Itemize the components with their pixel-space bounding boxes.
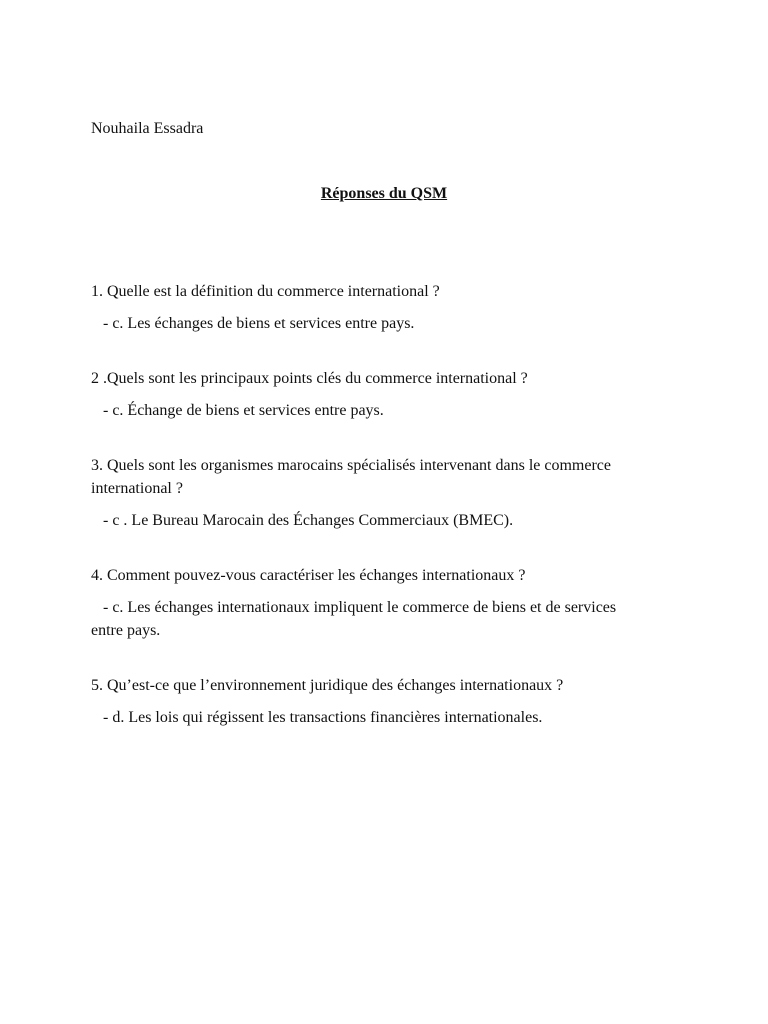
qa-item — [91, 454, 651, 532]
answer-text: - c. Les échanges de biens et services entre pays. — [103, 315, 415, 332]
question-text: 1. Quelle est la définition du commerce international ? — [91, 283, 440, 300]
answer-text: - d. Les lois qui régissent les transactions financières internationales. — [103, 709, 543, 726]
qa-list — [91, 280, 651, 761]
qa-item — [91, 564, 651, 642]
question-text: 5. Qu’est-ce que l’environnement juridique des échanges internationaux ? — [91, 677, 564, 694]
answer-text: - c. Les échanges internationaux impliquent le commerce de biens et de services entre pays. — [91, 599, 617, 639]
question-text: 4. Comment pouvez-vous caractériser les échanges internationaux ? — [91, 567, 526, 584]
qa-item — [91, 280, 651, 335]
qa-item — [91, 367, 651, 422]
question-text: 3. Quels sont les organismes marocains spécialisés intervenant dans le commerce international ? — [91, 457, 611, 497]
qa-item — [91, 674, 651, 729]
answer-text: - c . Le Bureau Marocain des Échanges Commerciaux (BMEC). — [103, 512, 514, 529]
author-name: Nouhaila Essadra — [91, 120, 204, 137]
question-text: 2 .Quels sont les principaux points clés du commerce international ? — [91, 370, 528, 387]
page-title: Réponses du QSM — [320, 185, 448, 202]
answer-text: - c. Échange de biens et services entre pays. — [103, 402, 384, 419]
